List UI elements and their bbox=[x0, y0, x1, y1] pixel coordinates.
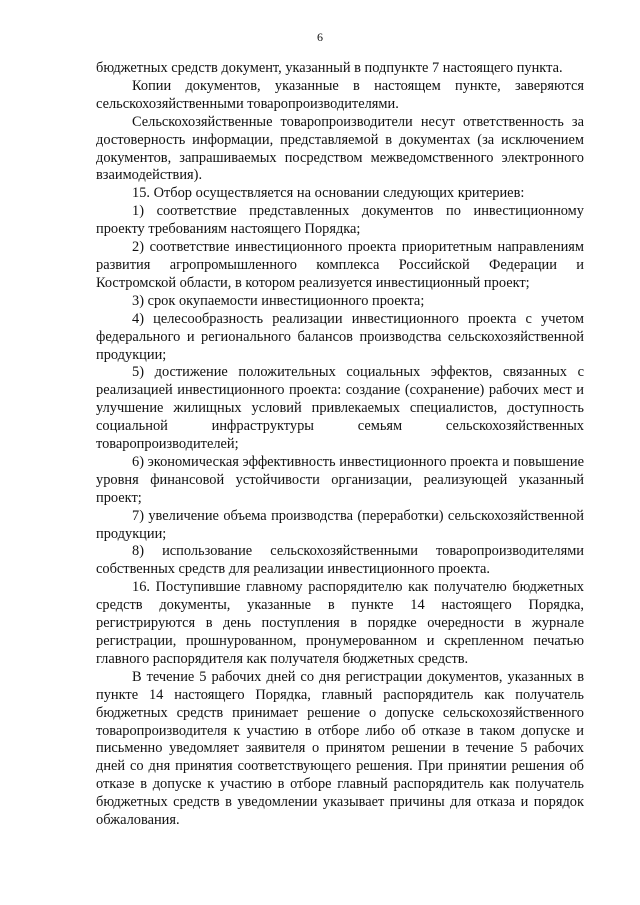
paragraph-copies-certification: Копии документов, указанные в настоящем пункте, заверяются сельскохозяйственными товаропроизводителями. bbox=[96, 77, 584, 112]
criterion-1: 1) соответствие представленных документов по инвестиционному проекту требованиям настоящего Порядка; bbox=[96, 203, 584, 238]
page-number: 6 bbox=[317, 30, 323, 44]
document-body bbox=[96, 60, 584, 830]
paragraph-responsibility: Сельскохозяйственные товаропроизводители несут ответственность за достоверность информации, представляемой в документах (за исключением документов, запрашиваемых посредством межведомственного электронного взаимодействия). bbox=[96, 113, 584, 184]
paragraph-item-15: 15. Отбор осуществляется на основании следующих критериев: bbox=[132, 185, 525, 202]
criterion-5: 5) достижение положительных социальных эффектов, связанных с реализацией инвестиционного проекта: создание (сохранение) рабочих мест и улучшение жилищных условий привлекаемых специалистов, доступность социальной инфраструктуры семьям сельскохозяйственных товаропроизводителей; bbox=[96, 364, 584, 453]
paragraph-item-16: 16. Поступившие главному распорядителю как получателю бюджетных средств документы, указанные в пункте 14 настоящего Порядка, регистрируются в день поступления в порядке очередности в журнале регистрации, прошнурованном, пронумерованном и скрепленном печатью главного распорядителя как получателя бюджетных средств. bbox=[96, 579, 584, 667]
criterion-4: 4) целесообразность реализации инвестиционного проекта с учетом федерального и регионального балансов производства сельскохозяйственной продукции; bbox=[96, 310, 584, 363]
criterion-8: 8) использование сельскохозяйственными товаропроизводителями собственных средств для реализации инвестиционного проекта. bbox=[96, 543, 584, 578]
paragraph-decision-term: В течение 5 рабочих дней со дня регистрации документов, указанных в пункте 14 настоящего Порядка, главный распорядитель как получатель бюджетных средств принимает решение о допуске сельскохозяйственного товаропроизводителя к участию в отборе либо об отказе в таком допуске и письменно уведомляет заявителя о принятом решении в течение 5 рабочих дней со дня принятия соответствующего решения. При принятии решения об отказе в допуске к участию в отборе главный распорядитель как получатель бюджетных средств в уведомлении указывает причины для отказа и порядок обжалования. bbox=[96, 668, 584, 829]
paragraph-continuation: бюджетных средств документ, указанный в подпункте 7 настоящего пункта. bbox=[96, 60, 563, 76]
criterion-2: 2) соответствие инвестиционного проекта приоритетным направлениям развития агропромышленного комплекса Российской Федерации и Костромской области, в котором реализуется инвестиционный проект; bbox=[96, 239, 584, 291]
criterion-6: 6) экономическая эффективность инвестиционного проекта и повышение уровня финансовой устойчивости организации, реализующей указанный проект; bbox=[96, 453, 584, 506]
criterion-3: 3) срок окупаемости инвестиционного проекта; bbox=[132, 292, 425, 309]
criterion-7: 7) увеличение объема производства (переработки) сельскохозяйственной продукции; bbox=[96, 507, 584, 542]
